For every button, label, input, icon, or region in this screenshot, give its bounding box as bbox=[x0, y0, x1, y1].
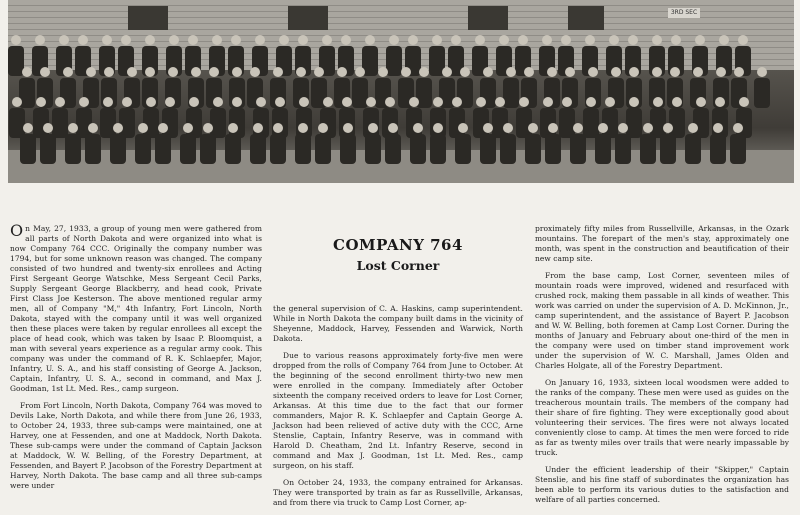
person-face bbox=[442, 67, 452, 77]
person-face bbox=[341, 35, 351, 45]
person-face bbox=[672, 97, 682, 107]
person-face bbox=[524, 67, 534, 77]
person-silhouette bbox=[33, 108, 49, 138]
person-face bbox=[734, 67, 744, 77]
person-face bbox=[643, 123, 653, 133]
person-face bbox=[212, 35, 222, 45]
person-face bbox=[183, 123, 193, 133]
paragraph-6: proximately fifty miles from Russellville, Arkansas, in the Ozark mountains. The forepart of the men's stay, approximately one month, was spent in the construction and beautification of their new camp site. bbox=[535, 224, 789, 263]
person-silhouette bbox=[52, 108, 68, 138]
person-face bbox=[671, 35, 681, 45]
person-face bbox=[611, 67, 621, 77]
person-silhouette bbox=[339, 108, 355, 138]
person-face bbox=[68, 123, 78, 133]
person-silhouette bbox=[110, 134, 126, 164]
person-face bbox=[433, 97, 443, 107]
paragraph-7: From the base camp, Lost Corner, seventeen miles of mountain roads were improved, widened and resurfaced with crushed rock, making them passable in all kinds of weather. This work was carried on under the supervision of A. D. McKinnon, Jr., camp superintendent, and the assistance of Bayert P. Jacobson and W. W. Belling, both foremen at Camp Lost Corner. During the months of January and February about one-third of the men in the company were used on timber stand improvement work under the supervision of W. C. Marshall, James Olden and Charles Holgate, all of the Forestry Department. bbox=[535, 271, 789, 370]
person-face bbox=[337, 67, 347, 77]
person-face bbox=[22, 67, 32, 77]
person-face bbox=[35, 35, 45, 45]
person-face bbox=[368, 123, 378, 133]
drop-cap: O bbox=[10, 221, 24, 240]
paragraph-9: Under the efficient leadership of their "Skipper," Captain Stenslie, and his fine staff of subordinates the organization has been able to perform its various duties to the satisfaction and welfare of all parties concerned. bbox=[535, 465, 789, 504]
person-face bbox=[127, 67, 137, 77]
person-face bbox=[419, 67, 429, 77]
person-face bbox=[250, 67, 260, 77]
person-silhouette bbox=[320, 108, 336, 138]
person-silhouette bbox=[693, 108, 709, 138]
person-face bbox=[716, 67, 726, 77]
person-face bbox=[518, 35, 528, 45]
person-silhouette bbox=[559, 108, 575, 138]
person-face bbox=[256, 97, 266, 107]
person-face bbox=[562, 97, 572, 107]
person-silhouette bbox=[570, 134, 586, 164]
article-column-1 bbox=[10, 221, 262, 498]
person-face bbox=[273, 123, 283, 133]
person-silhouette bbox=[210, 108, 226, 138]
person-face bbox=[146, 97, 156, 107]
person-face bbox=[36, 97, 46, 107]
person-silhouette bbox=[100, 108, 116, 138]
person-silhouette bbox=[710, 134, 726, 164]
person-silhouette bbox=[730, 134, 746, 164]
person-face bbox=[165, 97, 175, 107]
person-face bbox=[275, 97, 285, 107]
person-face bbox=[475, 35, 485, 45]
paragraph-1: On May, 27, 1933, a group of young men were gathered from all parts of North Dakota and were organized into what is now Company 764 CCC. Originally the company number was 1794, but for some unknown reason was changed. The company consisted of two hundred and twenty-six enrollees and Acting First Sergeant George Watschke, Mess Sergeant Cecil Parks, Supply Sergeant George Blackberry, and head cook, Private First Class Joe Kesterson. The above mentioned regular army men, all of Company "M," 4th Infantry, Fort Lincoln, North Dakota, stayed with the company until it was well organized then these places were taken by regular enrollees all except the place of head cook, which was taken by Isaac P. Bloomquist, a man with several years experience as a regular army cook. This company was under the command of R. K. Schlaepfer, Major, Infantry, U. S. A., and his staff consisting of George A. Jackson, Captain, Infantry, U. S. A., second in command, and Max J. Goodman, 1st Lt. Med. Res., camp surgeon. bbox=[10, 221, 262, 393]
person-silhouette bbox=[340, 134, 356, 164]
person-face bbox=[158, 123, 168, 133]
person-silhouette bbox=[85, 134, 101, 164]
paragraph-5: On October 24, 1933, the company entrained for Arkansas. They were transported by train as far as Russellville, Arkansas, and from there via truck to Camp Lost Corner, ap- bbox=[273, 478, 523, 507]
person-face bbox=[213, 97, 223, 107]
person-face bbox=[191, 67, 201, 77]
person-face bbox=[506, 67, 516, 77]
person-face bbox=[104, 67, 114, 77]
person-silhouette bbox=[65, 134, 81, 164]
paragraph-2: From Fort Lincoln, North Dakota, Company 764 was moved to Devils Lake, North Dakota, and while there from June 26, 1933, to October 24, 1933, three sub-camps were maintained, one at Harvey, one at Fessenden, and one at Maddock, North Dakota. These sub-camps were under the command of Captain Jackson at Maddock, W. W. Belling, of the Forestry Department, at Fessenden, and Bayert P. Jacobson of the Forestry Department at Harvey, North Dakota. The base camp and all three sub-camps were under bbox=[10, 401, 262, 490]
person-face bbox=[519, 97, 529, 107]
person-face bbox=[168, 67, 178, 77]
person-face bbox=[476, 97, 486, 107]
person-face bbox=[203, 123, 213, 133]
person-silhouette bbox=[540, 108, 556, 138]
person-silhouette bbox=[736, 108, 752, 138]
person-silhouette bbox=[315, 134, 331, 164]
person-face bbox=[102, 35, 112, 45]
person-silhouette bbox=[712, 108, 728, 138]
person-face bbox=[565, 67, 575, 77]
person-silhouette bbox=[669, 108, 685, 138]
person-face bbox=[598, 123, 608, 133]
person-face bbox=[458, 123, 468, 133]
person-face bbox=[188, 35, 198, 45]
person-face bbox=[696, 97, 706, 107]
person-face bbox=[273, 67, 283, 77]
person-face bbox=[55, 97, 65, 107]
person-silhouette bbox=[410, 134, 426, 164]
person-face bbox=[279, 35, 289, 45]
paragraph-3: the general supervision of C. A. Haskins, camp superintendent. While in North Dakota the company built dams in the vicinity of Sheyenne, Maddock, Harvey, Fessenden and Warwick, North Dakota. bbox=[273, 304, 523, 343]
person-face bbox=[40, 67, 50, 77]
person-face bbox=[63, 67, 73, 77]
person-face bbox=[547, 67, 557, 77]
person-face bbox=[663, 123, 673, 133]
person-face bbox=[401, 67, 411, 77]
person-silhouette bbox=[754, 78, 770, 108]
person-face bbox=[452, 97, 462, 107]
person-face bbox=[253, 123, 263, 133]
person-face bbox=[59, 35, 69, 45]
person-silhouette bbox=[365, 134, 381, 164]
person-silhouette bbox=[406, 108, 422, 138]
person-face bbox=[113, 123, 123, 133]
person-face bbox=[695, 35, 705, 45]
person-face bbox=[299, 97, 309, 107]
paragraph-8: On January 16, 1933, sixteen local woodsmen were added to the ranks of the company. These men were used as guides on the treacherous mountain trails. The members of the company had their share of fire fighting. They were exceptionally good about volunteering their services. The fires were not always located conveniently close to camp. At times the men were forced to ride as far as twenty miles over trails that were nearly impassable by truck. bbox=[535, 378, 789, 457]
person-face bbox=[528, 123, 538, 133]
person-face bbox=[609, 35, 619, 45]
person-silhouette bbox=[162, 108, 178, 138]
person-face bbox=[86, 67, 96, 77]
article-title: COMPANY 764 bbox=[333, 236, 463, 254]
person-silhouette bbox=[295, 134, 311, 164]
person-face bbox=[314, 67, 324, 77]
person-face bbox=[628, 35, 638, 45]
person-silhouette bbox=[595, 134, 611, 164]
person-face bbox=[629, 97, 639, 107]
person-face bbox=[298, 35, 308, 45]
person-face bbox=[228, 123, 238, 133]
person-face bbox=[561, 35, 571, 45]
person-silhouette bbox=[270, 134, 286, 164]
person-silhouette bbox=[449, 108, 465, 138]
person-face bbox=[653, 97, 663, 107]
person-silhouette bbox=[640, 134, 656, 164]
person-silhouette bbox=[9, 108, 25, 138]
article-subtitle: Lost Corner bbox=[356, 258, 440, 273]
person-silhouette bbox=[525, 134, 541, 164]
person-face bbox=[605, 97, 615, 107]
person-face bbox=[12, 97, 22, 107]
person-face bbox=[145, 67, 155, 77]
person-silhouette bbox=[186, 108, 202, 138]
article-column-3 bbox=[535, 224, 789, 512]
group-photo bbox=[8, 0, 794, 183]
building-sign: 3RD SEC bbox=[668, 8, 700, 18]
person-silhouette bbox=[492, 108, 508, 138]
person-face bbox=[88, 123, 98, 133]
person-face bbox=[573, 123, 583, 133]
person-silhouette bbox=[583, 108, 599, 138]
person-face bbox=[588, 67, 598, 77]
person-silhouette bbox=[685, 134, 701, 164]
person-face bbox=[652, 67, 662, 77]
person-face bbox=[499, 35, 509, 45]
person-face bbox=[298, 123, 308, 133]
person-face bbox=[713, 123, 723, 133]
person-face bbox=[503, 123, 513, 133]
person-face bbox=[483, 67, 493, 77]
person-silhouette bbox=[180, 134, 196, 164]
person-face bbox=[78, 35, 88, 45]
person-face bbox=[652, 35, 662, 45]
person-face bbox=[693, 67, 703, 77]
person-silhouette bbox=[455, 134, 471, 164]
person-silhouette bbox=[430, 134, 446, 164]
person-face bbox=[409, 97, 419, 107]
person-face bbox=[719, 35, 729, 45]
person-silhouette bbox=[250, 134, 266, 164]
person-face bbox=[432, 35, 442, 45]
person-silhouette bbox=[40, 134, 56, 164]
person-face bbox=[451, 35, 461, 45]
person-face bbox=[138, 123, 148, 133]
person-silhouette bbox=[503, 78, 519, 108]
person-silhouette bbox=[272, 108, 288, 138]
person-silhouette bbox=[480, 134, 496, 164]
person-silhouette bbox=[660, 134, 676, 164]
person-face bbox=[388, 123, 398, 133]
person-silhouette bbox=[143, 108, 159, 138]
person-face bbox=[733, 123, 743, 133]
person-silhouette bbox=[500, 134, 516, 164]
person-silhouette bbox=[135, 134, 151, 164]
person-face bbox=[378, 67, 388, 77]
person-face bbox=[738, 35, 748, 45]
person-face bbox=[366, 97, 376, 107]
person-face bbox=[322, 35, 332, 45]
person-face bbox=[483, 123, 493, 133]
person-silhouette bbox=[76, 108, 92, 138]
person-face bbox=[11, 35, 21, 45]
person-face bbox=[343, 123, 353, 133]
person-face bbox=[739, 97, 749, 107]
person-silhouette bbox=[386, 46, 402, 76]
person-silhouette bbox=[473, 108, 489, 138]
person-face bbox=[548, 123, 558, 133]
person-silhouette bbox=[20, 134, 36, 164]
person-face bbox=[670, 67, 680, 77]
person-face bbox=[103, 97, 113, 107]
person-face bbox=[232, 97, 242, 107]
person-face bbox=[715, 97, 725, 107]
person-silhouette bbox=[229, 108, 245, 138]
person-face bbox=[255, 35, 265, 45]
person-face bbox=[145, 35, 155, 45]
person-face bbox=[629, 67, 639, 77]
paragraph-4: Due to various reasons approximately forty-five men were dropped from the rolls of Company 764 from June to October. At the beginning of the second enrollment thirty-two new men were enrolled in the company. Immediately after October sixteenth the company received orders to leave for Lost Corner, Arkansas. At this time due to the fact that our former commanders, Major R. K. Schlaepfer and Captain George A. Jackson had been relieved of active duty with the CCC, Arne Stenslie, Captain, Infantry Reserve, was in command with Harold D. Cheatham, 2nd Lt. Infantry Reserve, second in command and Max J. Goodman, 1st Lt. Med. Res., camp surgeon, on his staff. bbox=[273, 351, 523, 470]
person-face bbox=[43, 123, 53, 133]
person-silhouette bbox=[650, 108, 666, 138]
article-column-2 bbox=[273, 304, 523, 515]
person-face bbox=[413, 123, 423, 133]
person-silhouette bbox=[363, 108, 379, 138]
person-silhouette bbox=[296, 108, 312, 138]
person-silhouette bbox=[253, 108, 269, 138]
person-face bbox=[460, 67, 470, 77]
person-face bbox=[585, 35, 595, 45]
person-face bbox=[618, 123, 628, 133]
person-silhouette bbox=[382, 108, 398, 138]
person-face bbox=[542, 35, 552, 45]
person-silhouette bbox=[385, 134, 401, 164]
person-face bbox=[296, 67, 306, 77]
person-face bbox=[688, 123, 698, 133]
person-face bbox=[209, 67, 219, 77]
person-silhouette bbox=[545, 134, 561, 164]
person-silhouette bbox=[155, 134, 171, 164]
person-silhouette bbox=[352, 78, 368, 108]
person-face bbox=[365, 35, 375, 45]
person-face bbox=[586, 97, 596, 107]
group-photo-illustration bbox=[8, 0, 794, 183]
person-face bbox=[408, 35, 418, 45]
person-face bbox=[231, 35, 241, 45]
person-face bbox=[355, 67, 365, 77]
person-face bbox=[232, 67, 242, 77]
person-silhouette bbox=[615, 134, 631, 164]
person-face bbox=[318, 123, 328, 133]
person-face bbox=[79, 97, 89, 107]
person-face bbox=[389, 35, 399, 45]
person-silhouette bbox=[119, 108, 135, 138]
person-silhouette bbox=[225, 134, 241, 164]
person-face bbox=[169, 35, 179, 45]
person-face bbox=[189, 97, 199, 107]
person-face bbox=[121, 35, 131, 45]
person-face bbox=[385, 97, 395, 107]
person-face bbox=[323, 97, 333, 107]
person-face bbox=[757, 67, 767, 77]
person-silhouette bbox=[516, 108, 532, 138]
person-face bbox=[433, 123, 443, 133]
person-face bbox=[23, 123, 33, 133]
person-silhouette bbox=[200, 134, 216, 164]
person-silhouette bbox=[8, 46, 24, 76]
person-face bbox=[342, 97, 352, 107]
person-silhouette bbox=[626, 108, 642, 138]
person-face bbox=[495, 97, 505, 107]
person-face bbox=[122, 97, 132, 107]
person-face bbox=[543, 97, 553, 107]
person-silhouette bbox=[602, 108, 618, 138]
